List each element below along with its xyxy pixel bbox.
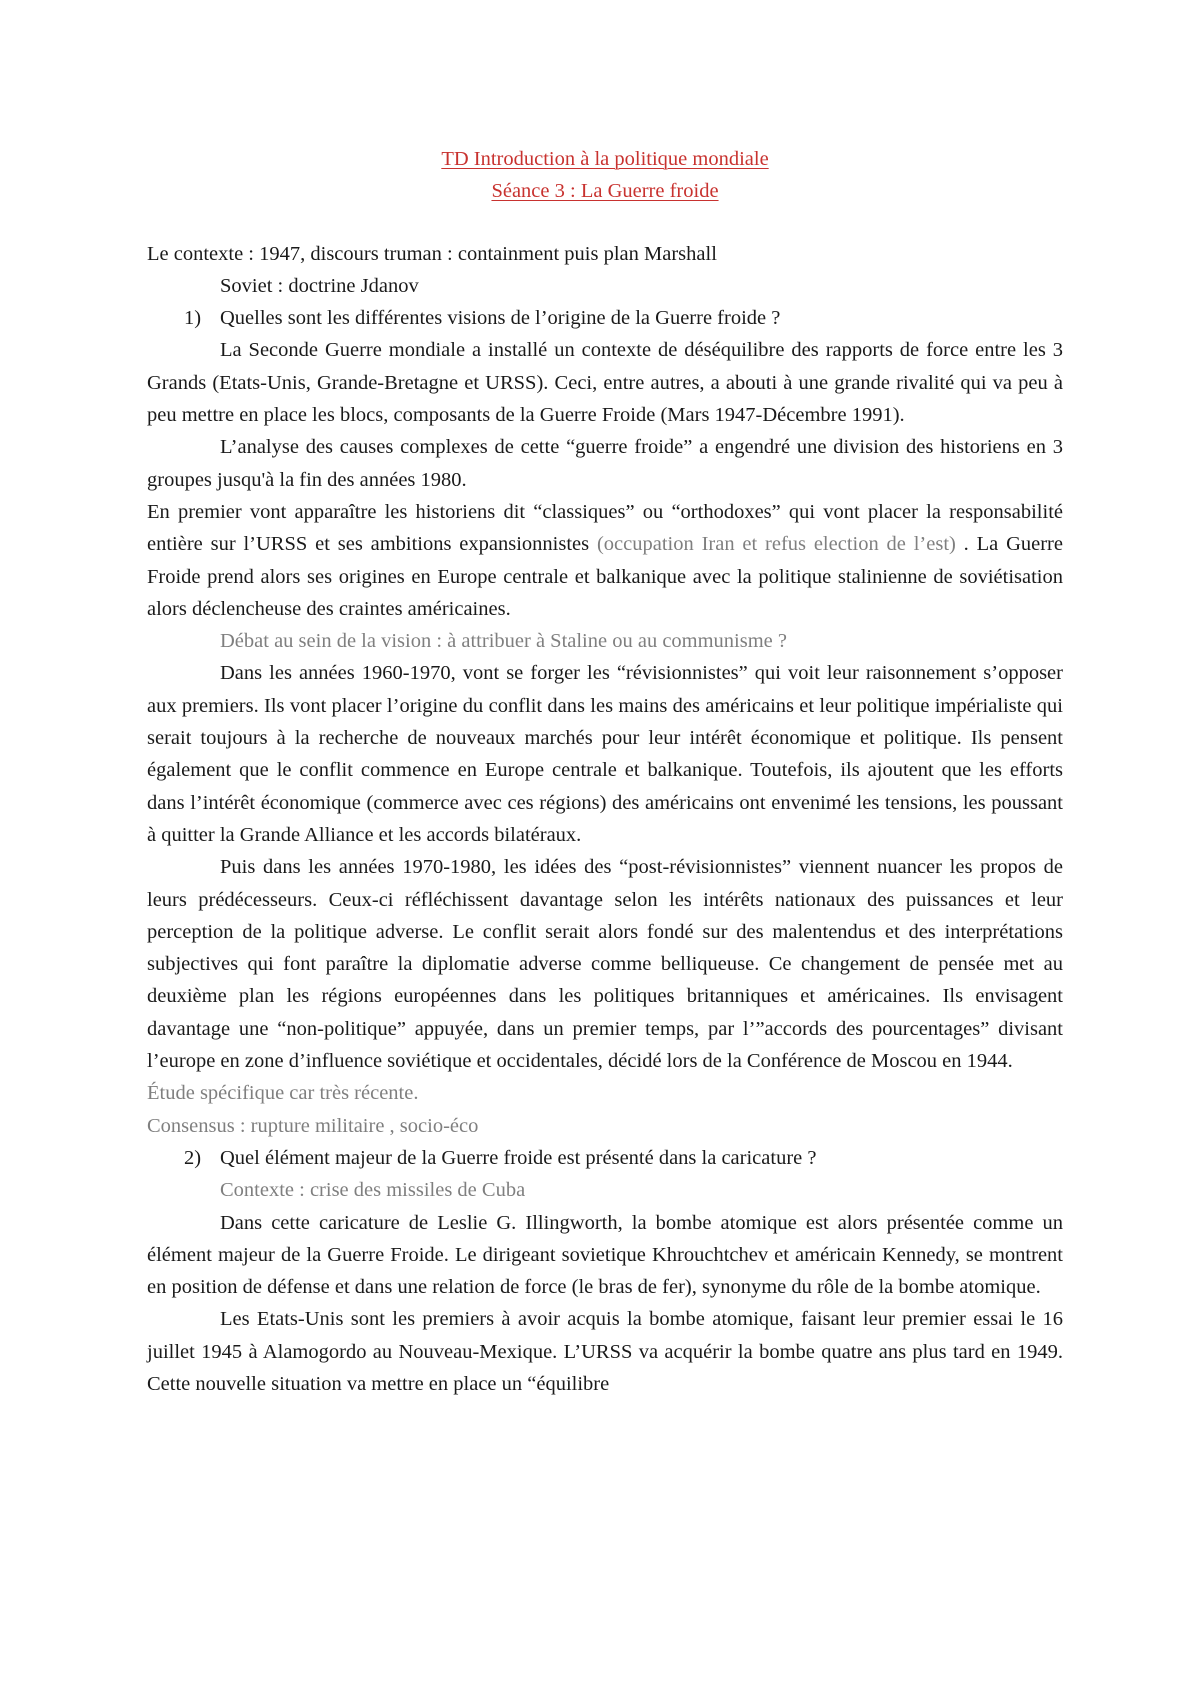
paragraph-3-note: (occupation Iran et refus election de l’est) [596, 533, 956, 556]
context-line: Le contexte : 1947, discours truman : containment puis plan Marshall [147, 242, 717, 265]
paragraph-3 [147, 496, 1063, 625]
question-2 [147, 1142, 1063, 1174]
question-1-text: Quelles sont les différentes visions de l’origine de la Guerre froide ? [220, 307, 781, 330]
paragraph-3-part-a: En premier vont apparaître les historiens dit “classiques” ou “orthodoxes” qui vont placer la responsabilité entière sur l’URSS et ses ambitions expansionnistes [147, 500, 1063, 556]
question-2-number: 2) [184, 1146, 202, 1169]
question-1 [147, 302, 1063, 334]
note-consensus: Consensus : rupture militaire , socio-éco [147, 1114, 479, 1137]
soviet-line: Soviet : doctrine Jdanov [220, 274, 419, 297]
note-debat: Débat au sein de la vision : à attribuer à Staline ou au communisme ? [220, 630, 788, 653]
paragraph-2: L’analyse des causes complexes de cette “guerre froide” a engendré une division des historiens en 3 groupes jusqu'à la fin des années 1980. [147, 436, 1063, 491]
paragraph-6: Dans cette caricature de Leslie G. Illingworth, la bombe atomique est alors présentée comme un élément majeur de la Guerre Froide. Le dirigeant sovietique Khrouchtchev et américain Kennedy, se montrent en position de défense et dans une relation de force (le bras de fer), synonyme du rôle de la bombe atomique. [147, 1211, 1063, 1299]
paragraph-4: Dans les années 1960-1970, vont se forger les “révisionnistes” qui voit leur raisonnement s’opposer aux premiers. Ils vont placer l’origine du conflit dans les mains des américains et leur politique impérialiste qui serait toujours à la recherche de nouveaux marchés pour leur intérêt économique et politique. Ils pensent également que le conflit commence en Europe centrale et balkanique. Toutefois, ils ajoutent que les efforts dans l’intérêt économique (commerce avec ces régions) des américains ont envenimé les tensions, les poussant à quitter la Grande Alliance et les accords bilatéraux. [147, 662, 1063, 846]
note-contexte: Contexte : crise des missiles de Cuba [220, 1179, 526, 1202]
paragraph-7: Les Etats-Unis sont les premiers à avoir acquis la bombe atomique, faisant leur premier essai le 16 juillet 1945 à Alamogordo au Nouveau-Mexique. L’URSS va acquérir la bombe quatre ans plus tard en 1949. Cette nouvelle situation va mettre en place un “équilibre [147, 1308, 1063, 1395]
paragraph-5: Puis dans les années 1970-1980, les idées des “post-révisionnistes” viennent nuancer les propos de leurs prédécesseurs. Ceux-ci réfléchissent davantage selon les intérêts nationaux des puissances et leur perception de la politique adverse. Le conflit serait alors fondé sur des malentendus et des interprétations subjectives qui font paraître la diplomatie adverse comme belliqueuse. Ce changement de pensée met au deuxième plan les régions européennes dans les politiques britanniques et américaines. Ils envisagent davantage une “non-politique” appuyée, dans un premier temps, par l’”accords des pourcentages” divisant l’europe en zone d’influence soviétique et occidentales, décidé lors de la Conférence de Moscou en 1944. [147, 856, 1063, 1073]
question-2-text: Quel élément majeur de la Guerre froide est présenté dans la caricature ? [220, 1146, 817, 1169]
question-1-number: 1) [184, 307, 202, 330]
document-page [147, 143, 1063, 1400]
note-etude: Étude spécifique car très récente. [147, 1082, 419, 1105]
document-title: TD Introduction à la politique mondiale [441, 148, 769, 170]
spacer [147, 208, 1063, 238]
paragraph-3-part-b: . La Guerre Froide prend alors ses origines en Europe centrale et balkanique avec la politique stalinienne de soviétisation alors déclencheuse des craintes américaines. [147, 533, 1063, 620]
paragraph-1: La Seconde Guerre mondiale a installé un contexte de déséquilibre des rapports de force entre les 3 Grands (Etats-Unis, Grande-Bretagne et URSS). Ceci, entre autres, a abouti à une grande rivalité qui va peu à peu mettre en place les blocs, composants de la Guerre Froide (Mars 1947-Décembre 1991). [147, 339, 1063, 427]
document-subtitle: Séance 3 : La Guerre froide [491, 180, 719, 203]
